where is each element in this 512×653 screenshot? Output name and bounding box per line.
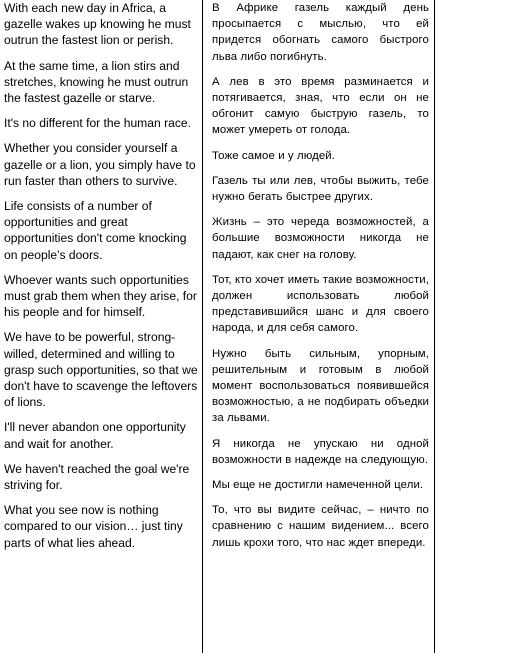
english-paragraph-6: Whoever wants such opportunities must grab them when they arise, for his people and for himself. <box>4 272 197 320</box>
english-column <box>0 0 200 653</box>
russian-paragraph-5: Жизнь – это череда возможностей, а большие возможности никогда не падают, как снег на голову. <box>212 216 429 261</box>
english-paragraph-9: We haven't reached the goal we're striving for. <box>4 461 190 493</box>
english-paragraph-4: Whether you consider yourself a gazelle or a lion, you simply have to run faster than others to survive. <box>4 141 196 188</box>
english-paragraph-1: With each new day in Africa, a gazelle wakes up knowing he must outrun the fastest lion or perish. <box>4 1 191 48</box>
russian-paragraph-3: Тоже самое и у людей. <box>212 149 336 162</box>
english-paragraph-5: Life consists of a number of opportunities and great opportunities don't come knocking on people's doors. <box>4 199 187 262</box>
english-paragraph-8: I'll never abandon one opportunity and wait for another. <box>4 420 186 451</box>
russian-paragraph-10: То, что вы видите сейчас, – ничто по сравнению с нашим видением... всего лишь крохи того, что нас ждет впереди. <box>212 504 429 549</box>
russian-paragraph-6: Тот, кто хочет иметь такие возможности, должен использовать любой представившийся шанс и для своего народа, и для себя самого. <box>212 273 429 335</box>
english-paragraph-7: We have to be powerful, strong-willed, determined and willing to grasp such opportunities, so that we don't have to scavenge the leftovers of lions. <box>4 330 198 410</box>
english-paragraph-2: At the same time, a lion stirs and stretches, knowing he must outrun the fastest gazelle or starve. <box>4 58 189 106</box>
russian-paragraph-9: Мы еще не достигли намеченной цели. <box>212 479 424 492</box>
english-paragraph-3: It's no different for the human race. <box>4 116 191 131</box>
russian-paragraph-2: А лев в это время разминается и потягивается, зная, что если он не обгонит самую быструю газель, то может умереть от голода. <box>212 75 429 137</box>
english-paragraph-10: What you see now is nothing compared to our vision… just tiny parts of what lies ahead. <box>4 503 183 550</box>
russian-column <box>202 0 435 653</box>
russian-paragraph-1: В Африке газель каждый день просыпается с мыслью, что ей придется обогнать самого быстрого льва либо погибнуть. <box>212 2 429 63</box>
russian-paragraph-8: Я никогда не упускаю ни одной возможности в надежде на следующую. <box>212 437 429 466</box>
russian-paragraph-4: Газель ты или лев, чтобы выжить, тебе нужно бегать быстрее других. <box>212 174 429 204</box>
russian-paragraph-7: Нужно быть сильным, упорным, решительным и готовым в любой момент воспользоваться появившейся возможностью, а не подбирать объедки за львами. <box>212 347 429 425</box>
